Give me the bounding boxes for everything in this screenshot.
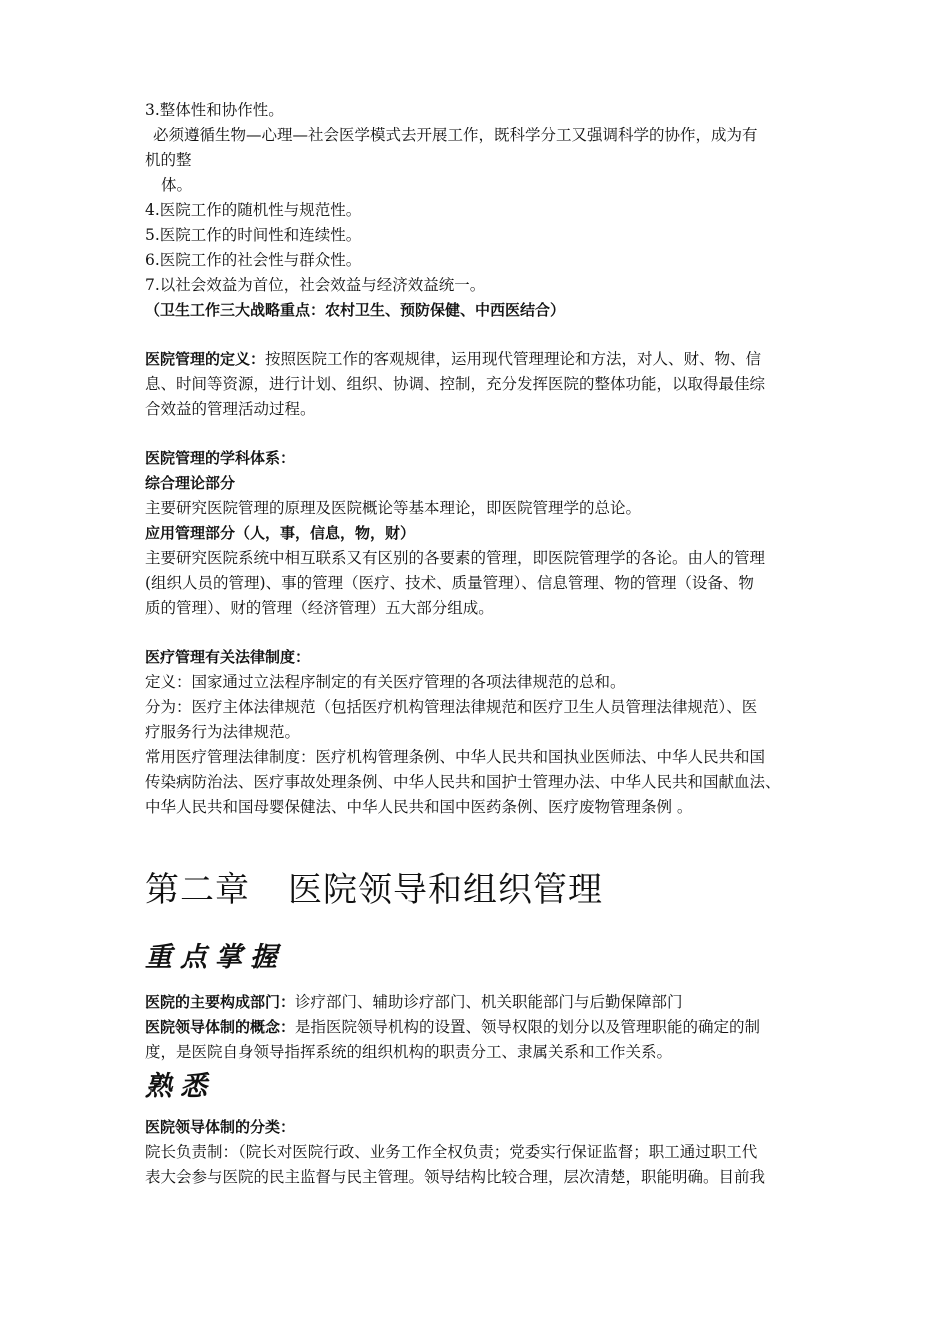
discipline-sub1: 综合理论部分	[145, 474, 236, 492]
discipline-sub1-text: 主要研究医院管理的原理及医院概论等基本理论，即医院管理学的总论。	[145, 499, 642, 517]
definition-text: 按照医院工作的客观规律，运用现代管理理论和方法，对人、财、物、信	[265, 350, 762, 368]
strategy-note: （卫生工作三大战略重点：农村卫生、预防保健、中西医结合）	[145, 301, 566, 319]
law-definition: 定义：国家通过立法程序制定的有关医疗管理的各项法律规范的总和。	[145, 673, 626, 691]
item-5: 5.医院工作的时间性和连续性。	[145, 226, 362, 244]
definition-line-3: 合效益的管理活动过程。	[145, 400, 316, 418]
definition-label: 医院管理的定义：	[145, 350, 266, 368]
discipline-sub2-line-2: (组织人员的管理)、事的管理（医疗、技术、质量管理）、信息管理、物的管理（设备、物	[145, 574, 754, 592]
item-3-desc: 必须遵循生物—心理—社会医学模式去开展工作，既科学分工又强调科学的协作，成为有	[153, 126, 758, 144]
classification-heading: 医院领导体制的分类：	[145, 1118, 296, 1136]
law-categories-line-2: 疗服务行为法律规范。	[145, 723, 301, 741]
leadership-text: 是指医院领导机构的设置、领导权限的划分以及管理职能的确定的制	[295, 1018, 761, 1036]
classification-line-1: 院长负责制：（院长对医院行政、业务工作全权负责；党委实行保证监督；职工通过职工代	[145, 1143, 758, 1161]
law-categories-line-1: 分为：医疗主体法律规范（包括医疗机构管理法律规范和医疗卫生人员管理法律规范）、医	[145, 698, 758, 716]
chapter-number: 第二章	[145, 870, 250, 910]
discipline-sub2-line-3: 质的管理）、财的管理（经济管理）五大部分组成。	[145, 599, 494, 617]
document-page	[145, 98, 825, 1190]
discipline-sub2: 应用管理部分（人，事，信息，物，财）	[145, 524, 416, 542]
item-3-desc-end: 体。	[161, 176, 193, 194]
leadership-label: 医院领导体制的概念：	[145, 1018, 296, 1036]
item-4: 4.医院工作的随机性与规范性。	[145, 201, 362, 219]
law-common-line-1: 常用医疗管理法律制度：医疗机构管理条例、中华人民共和国执业医师法、中华人民共和国	[145, 748, 766, 766]
law-common-line-3: 中华人民共和国母婴保健法、中华人民共和国中医药条例、医疗废物管理条例 。	[145, 798, 693, 816]
familiar-callout: 熟悉	[145, 1071, 215, 1102]
discipline-sub2-line-1: 主要研究医院系统中相互联系又有区别的各要素的管理，即医院管理学的各论。由人的管理	[145, 549, 766, 567]
law-common-line-2: 传染病防治法、医疗事故处理条例、中华人民共和国护士管理办法、中华人民共和国献血法、	[145, 773, 781, 791]
components-text: 诊疗部门、辅助诊疗部门、机关职能部门与后勤保障部门	[295, 993, 683, 1011]
chapter-heading	[145, 868, 825, 912]
item-7: 7.以社会效益为首位，社会效益与经济效益统一。	[145, 276, 486, 294]
item-6: 6.医院工作的社会性与群众性。	[145, 251, 362, 269]
leadership-line-1	[145, 1015, 825, 1040]
item-3: 3.整体性和协作性。	[145, 101, 284, 119]
definition-line-2: 息、时间等资源，进行计划、组织、协调、控制，充分发挥医院的整体功能，以取得最佳综	[145, 375, 766, 393]
key-points-callout: 重点掌握	[145, 942, 285, 973]
leadership-line-2: 度，是医院自身领导指挥系统的组织机构的职责分工、隶属关系和工作关系。	[145, 1043, 673, 1061]
chapter-title: 医院领导和组织管理	[288, 870, 603, 910]
item-3-desc-cont: 机的整	[145, 151, 192, 169]
components-label: 医院的主要构成部门：	[145, 993, 296, 1011]
law-heading: 医疗管理有关法律制度：	[145, 648, 311, 666]
definition-line-1	[145, 347, 825, 372]
classification-line-2: 表大会参与医院的民主监督与民主管理。领导结构比较合理，层次清楚，职能明确。目前我	[145, 1168, 766, 1186]
discipline-heading: 医院管理的学科体系：	[145, 449, 296, 467]
components-line	[145, 990, 825, 1015]
